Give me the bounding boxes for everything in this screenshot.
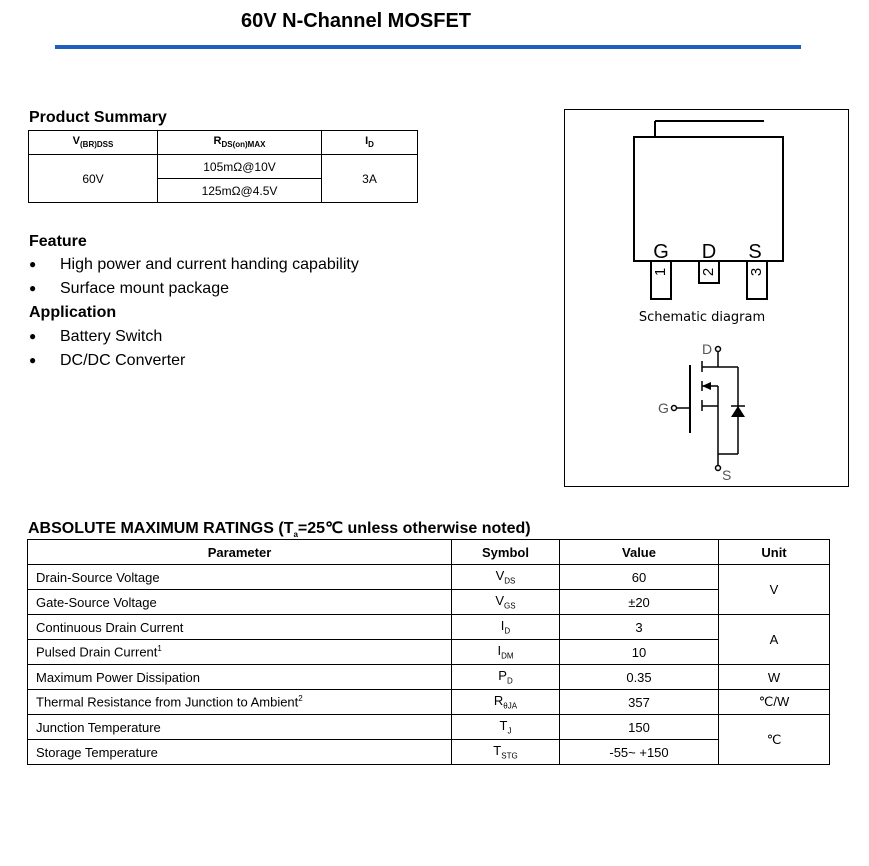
ratings-row: Storage Temperature $T_{STG}$ -55~ +150 xyxy=(28,740,830,765)
ratings-row: Continuous Drain Current $I_D$ 3 A xyxy=(28,615,830,640)
summary-vdss: 60V xyxy=(29,155,158,203)
symbol-label-d: D xyxy=(702,341,713,357)
mosfet-symbol xyxy=(672,347,739,471)
pin-number-2: 2 xyxy=(699,267,717,277)
ratings-row: Gate-Source Voltage $V_{GS}$ ±20 xyxy=(28,590,830,615)
application-item: ●DC/DC Converter xyxy=(29,352,185,370)
title-rule xyxy=(55,45,801,49)
product-summary-heading: Product Summary xyxy=(29,109,167,126)
symbol-label-g: G xyxy=(658,400,669,416)
feature-item: ●Surface mount package xyxy=(29,280,229,298)
feature-item: ●High power and current handing capability xyxy=(29,256,359,274)
header-parameter: Parameter xyxy=(28,540,452,565)
pin-label-g: G xyxy=(653,241,669,263)
ratings-row: Junction Temperature $T_J$ 150 ℃ xyxy=(28,715,830,740)
bullet-icon xyxy=(29,256,60,274)
summary-rds-4v5: 125mΩ@4.5V xyxy=(158,179,322,203)
bullet-icon xyxy=(29,328,60,346)
summary-row xyxy=(29,155,418,179)
ratings-row: Pulsed Drain Current$^1$ $I_{DM}$ 10 xyxy=(28,640,830,665)
application-item: ●Battery Switch xyxy=(29,328,162,346)
summary-header-row xyxy=(29,131,418,155)
pin-number-3: 3 xyxy=(747,267,765,277)
schematic-caption: Schematic diagram xyxy=(638,310,766,325)
product-summary-table xyxy=(28,130,418,203)
ratings-table xyxy=(27,539,830,765)
header-value: Value xyxy=(560,540,719,565)
body-diode xyxy=(731,406,745,417)
summary-header-vdss: $V_{(BR)DSS}$ xyxy=(29,131,158,155)
schematic-drawing xyxy=(565,110,850,488)
ratings-row: Drain-Source Voltage $V_{DS}$ 60 V xyxy=(28,565,830,590)
summary-header-id: $I_D$ xyxy=(322,131,418,155)
summary-id: 3A xyxy=(322,155,418,203)
summary-header-rds: $R_{DS(on)MAX}$ xyxy=(158,131,322,155)
ratings-heading: ABSOLUTE MAXIMUM RATINGS ($T_a=25℃$ unless otherwise noted) xyxy=(28,520,531,540)
body-arrow xyxy=(702,382,711,390)
ratings-row: Thermal Resistance from Junction to Ambient$^2$ $R_{\theta JA}$ 357 ℃/W xyxy=(28,690,830,715)
bullet-icon xyxy=(29,352,60,370)
schematic-box xyxy=(564,109,849,487)
pin-label-s: S xyxy=(748,241,762,263)
application-heading: Application xyxy=(29,304,117,321)
symbol-label-s: S xyxy=(722,467,732,483)
feature-heading: Feature xyxy=(29,233,87,250)
pin-number-1: 1 xyxy=(651,267,669,277)
pin-label-d: D xyxy=(701,241,717,263)
page-title: 60V N-Channel MOSFET xyxy=(240,10,472,32)
header-unit: Unit xyxy=(719,540,830,565)
ratings-row: Maximum Power Dissipation $P_D$ 0.35 W xyxy=(28,665,830,690)
header-symbol: Symbol xyxy=(452,540,560,565)
bullet-icon xyxy=(29,280,60,298)
ratings-header-row xyxy=(28,540,830,565)
summary-rds-10v: 105mΩ@10V xyxy=(158,155,322,179)
